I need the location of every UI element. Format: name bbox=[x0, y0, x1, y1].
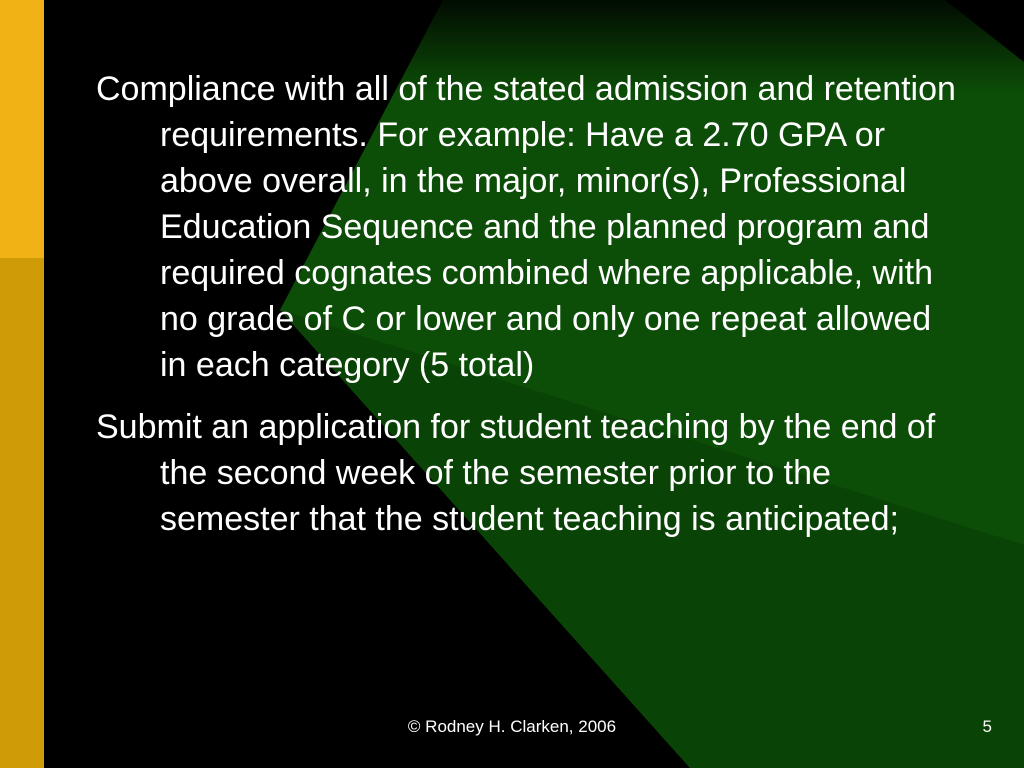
bullet-list bbox=[96, 66, 956, 558]
bullet-item-application: Submit an application for student teaching by the end of the second week of the semester prior to the semester that the student teaching is anticipated; bbox=[96, 408, 936, 538]
left-accent-bar-top bbox=[0, 0, 44, 258]
left-accent-bar-bottom bbox=[0, 258, 44, 768]
bullet-item-compliance: Compliance with all of the stated admission and retention requirements. For example: Have a 2.70 GPA or above overall, in the major, minor(s), Professional Education Sequence and the planned program and required cognates combined where applicable, with no grade of C or lower and only one repeat allowed in each category (5 total) bbox=[96, 70, 956, 384]
footer-copyright: © Rodney H. Clarken, 2006 bbox=[407, 717, 617, 736]
slide-number: 5 bbox=[982, 717, 992, 736]
